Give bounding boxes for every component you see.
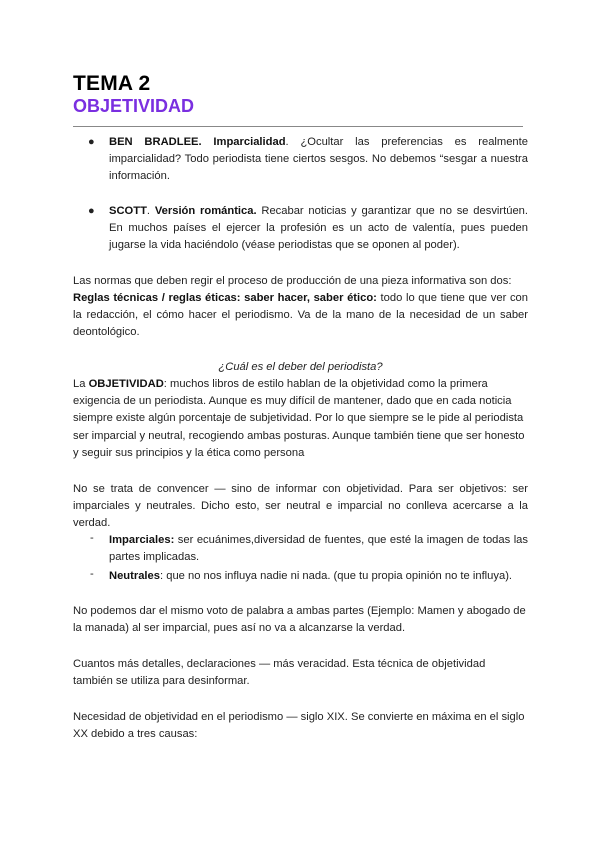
bullet-icon: ● xyxy=(88,205,95,217)
dash-lead: Imparciales: xyxy=(109,534,175,546)
dash-body: ser ecuánimes,diversidad de fuentes, que esté la imagen de todas las partes implicadas. xyxy=(109,534,528,564)
bullet-lead: BEN BRADLEE. Imparcialidad xyxy=(109,136,286,148)
objetividad-bold: OBJETIVIDAD xyxy=(88,378,164,390)
bullet-body: . ¿Ocultar las preferencias es realmente imparcialidad? Todo periodista tiene ciertos sesgos. No debemos “sesgar a nuestra información. xyxy=(109,136,528,183)
bullet-lead: SCOTT xyxy=(109,205,147,217)
convencer-paragraph: No se trata de convencer — sino de informar con objetividad. Para ser objetivos: ser imparciales y neutrales. Dicho esto, ser neutral e imparcial no conlleva acercarse a la verdad. xyxy=(73,483,528,530)
bullet-icon: ● xyxy=(88,136,95,148)
normas-body: todo lo que tiene que ver con la redacción, el cómo hacer el periodismo. Va de la mano de la necesidad de un saber deontológico. xyxy=(73,292,528,339)
dash-body: : que no nos influya nadie ni nada. (que tu propia opinión no te influya). xyxy=(160,570,513,582)
header-divider xyxy=(73,126,523,127)
bullet-lead-secondary: Versión romántica. xyxy=(154,205,257,217)
objetividad-paragraph xyxy=(73,376,528,462)
dash-item-imparciales xyxy=(109,532,528,566)
dash-lead: Neutrales xyxy=(109,570,160,582)
objetividad-prefix: La xyxy=(73,378,89,390)
bullet-separator: . xyxy=(146,205,155,217)
dash-marker: - xyxy=(90,568,94,580)
page-title: TEMA 2 xyxy=(73,72,151,95)
voto-paragraph: No podemos dar el mismo voto de palabra a ambas partes (Ejemplo: Mamen y abogado de la manada) al ser imparcial, pues así no va a alcanzarse la verdad. xyxy=(73,605,526,635)
normas-intro: Las normas que deben regir el proceso de producción de una pieza informativa son dos: xyxy=(73,275,512,287)
normas-bold: Reglas técnicas / reglas éticas: saber hacer, saber ético: xyxy=(73,292,377,304)
section-question: ¿Cuál es el deber del periodista? xyxy=(218,361,383,373)
necesidad-paragraph: Necesidad de objetividad en el periodismo — siglo XIX. Se convierte en máxima en el siglo XX debido a tres causas: xyxy=(73,711,525,741)
bullet-item-bradlee xyxy=(109,134,528,186)
detalles-paragraph: Cuantos más detalles, declaraciones — más veracidad. Esta técnica de objetividad también se utiliza para desinformar. xyxy=(73,658,486,688)
bullet-item-scott xyxy=(109,203,528,255)
dash-item-neutrales xyxy=(109,568,528,585)
dash-marker: - xyxy=(90,532,94,544)
bullet-body: Recabar noticias y garantizar que no se desvirtúen. En muchos países el ejercer la profesión es un acto de valentía, pues pueden jugarse la vida haciéndolo (véase periodistas que se oponen al poder). xyxy=(109,205,529,252)
normas-paragraph xyxy=(73,290,528,342)
objetividad-body: : muchos libros de estilo hablan de la objetividad como la primera exigencia de un periodista. Aunque es muy difícil de mantener, dado que en cada noticia siempre existe algún porcentaje de subjetividad. Por lo que siempre se le pide al periodista ser imparcial y neutral, recogiendo ambas posturas. Aunque también tiene que ser honesto y seguir sus principios y la ética como persona xyxy=(73,378,525,459)
page-subtitle: OBJETIVIDAD xyxy=(73,96,195,116)
